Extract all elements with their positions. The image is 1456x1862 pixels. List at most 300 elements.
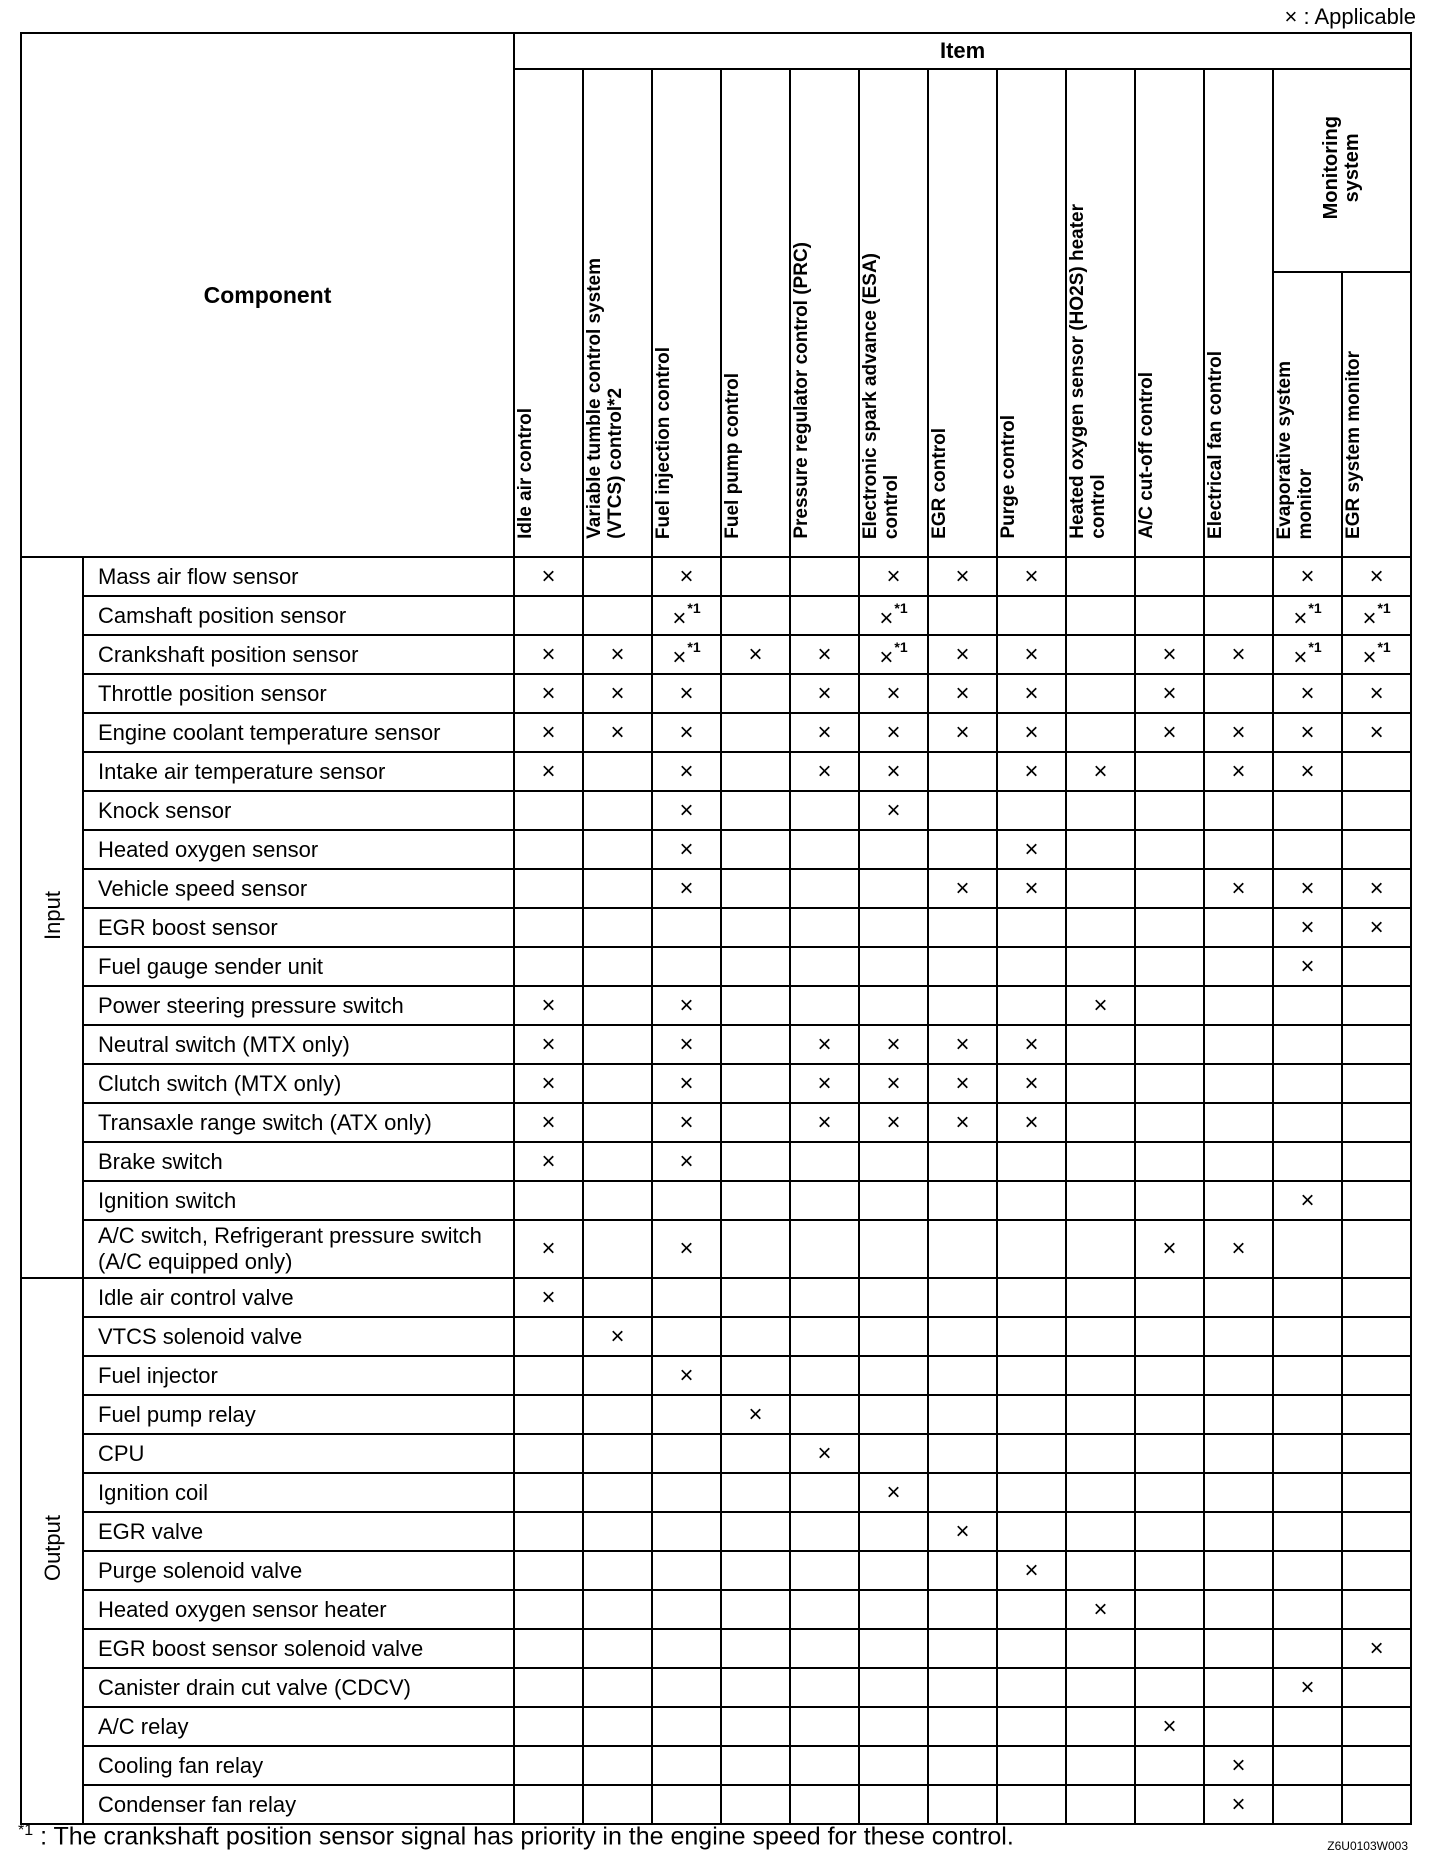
applicable-mark: × xyxy=(652,1064,721,1103)
empty-cell xyxy=(1066,1356,1135,1395)
applicable-mark: × xyxy=(514,1278,583,1317)
empty-cell xyxy=(514,1317,583,1356)
empty-cell xyxy=(583,1025,652,1064)
empty-cell xyxy=(721,1668,790,1707)
applicable-mark: × xyxy=(928,635,997,674)
footnote-ref: *1 xyxy=(1377,600,1391,616)
empty-cell xyxy=(790,1746,859,1785)
empty-cell xyxy=(652,1746,721,1785)
column-header xyxy=(652,69,721,557)
empty-cell xyxy=(859,830,928,869)
empty-cell xyxy=(997,1181,1066,1220)
empty-cell xyxy=(1204,1142,1273,1181)
empty-cell xyxy=(1342,1356,1411,1395)
applicable-mark: × xyxy=(859,1473,928,1512)
empty-cell xyxy=(1135,596,1204,635)
empty-cell xyxy=(1273,1278,1342,1317)
applicable-mark: × xyxy=(1342,908,1411,947)
empty-cell xyxy=(1135,1785,1204,1824)
component-label: Neutral switch (MTX only) xyxy=(83,1025,514,1064)
empty-cell xyxy=(1066,791,1135,830)
empty-cell xyxy=(997,947,1066,986)
empty-cell xyxy=(1273,1025,1342,1064)
component-label: Idle air control valve xyxy=(83,1278,514,1317)
empty-cell xyxy=(1204,1707,1273,1746)
empty-cell xyxy=(1342,1551,1411,1590)
column-header xyxy=(721,69,790,557)
footnote-ref: *1 xyxy=(687,600,701,616)
empty-cell xyxy=(721,1512,790,1551)
empty-cell xyxy=(652,1551,721,1590)
table-row xyxy=(21,1551,1411,1590)
applicable-mark: × xyxy=(928,1512,997,1551)
empty-cell xyxy=(1204,986,1273,1025)
empty-cell xyxy=(790,1220,859,1278)
table-row xyxy=(21,1142,1411,1181)
group-label-text: Input xyxy=(39,890,65,940)
empty-cell xyxy=(1342,1434,1411,1473)
empty-cell xyxy=(997,1395,1066,1434)
applicable-mark: × xyxy=(514,986,583,1025)
empty-cell xyxy=(859,1668,928,1707)
applicable-mark: × xyxy=(1273,557,1342,596)
empty-cell xyxy=(1066,1746,1135,1785)
applicable-mark: × xyxy=(1204,752,1273,791)
applicable-mark: × xyxy=(1342,674,1411,713)
item-header: Item xyxy=(514,33,1411,69)
empty-cell xyxy=(1204,908,1273,947)
empty-cell xyxy=(997,596,1066,635)
table-row xyxy=(21,1064,1411,1103)
empty-cell xyxy=(652,1590,721,1629)
empty-cell xyxy=(1204,1025,1273,1064)
column-header-label: Electronic spark advance (ESA) control xyxy=(860,252,903,539)
empty-cell xyxy=(1066,869,1135,908)
applicable-mark: × xyxy=(1273,752,1342,791)
component-label: Camshaft position sensor xyxy=(83,596,514,635)
table-row xyxy=(21,1395,1411,1434)
empty-cell xyxy=(997,1590,1066,1629)
empty-cell xyxy=(721,1434,790,1473)
empty-cell xyxy=(1342,1668,1411,1707)
component-header: Component xyxy=(21,33,514,557)
column-header-label: Variable tumble control system (VTCS) control*2 xyxy=(584,258,627,539)
empty-cell xyxy=(1066,1785,1135,1824)
component-label: Clutch switch (MTX only) xyxy=(83,1064,514,1103)
table-row xyxy=(21,1629,1411,1668)
empty-cell xyxy=(1204,1064,1273,1103)
empty-cell xyxy=(1273,1590,1342,1629)
empty-cell xyxy=(514,791,583,830)
empty-cell xyxy=(928,1356,997,1395)
empty-cell xyxy=(721,830,790,869)
column-header-label: Electrical fan control xyxy=(1205,351,1227,539)
empty-cell xyxy=(928,1785,997,1824)
empty-cell xyxy=(721,869,790,908)
applicable-mark: × xyxy=(790,1025,859,1064)
empty-cell xyxy=(514,596,583,635)
empty-cell xyxy=(1342,1278,1411,1317)
empty-cell xyxy=(928,986,997,1025)
empty-cell xyxy=(1066,674,1135,713)
empty-cell xyxy=(997,1746,1066,1785)
column-header xyxy=(1204,69,1273,557)
table-row xyxy=(21,1668,1411,1707)
empty-cell xyxy=(721,1025,790,1064)
component-label: EGR boost sensor xyxy=(83,908,514,947)
empty-cell xyxy=(652,1668,721,1707)
empty-cell xyxy=(583,908,652,947)
table-row xyxy=(21,674,1411,713)
empty-cell xyxy=(1204,1512,1273,1551)
empty-cell xyxy=(928,1551,997,1590)
table-row xyxy=(21,1103,1411,1142)
applicable-mark: × xyxy=(997,1025,1066,1064)
applicable-mark: × xyxy=(652,830,721,869)
applicable-mark: × xyxy=(997,557,1066,596)
empty-cell xyxy=(928,1220,997,1278)
empty-cell xyxy=(859,1629,928,1668)
monitoring-system-header xyxy=(1273,69,1411,272)
figure-code: Z6U0103W003 xyxy=(1327,1839,1408,1853)
empty-cell xyxy=(1342,1220,1411,1278)
empty-cell xyxy=(1066,596,1135,635)
component-label: EGR valve xyxy=(83,1512,514,1551)
applicable-mark: × xyxy=(1204,1220,1273,1278)
empty-cell xyxy=(652,1317,721,1356)
empty-cell xyxy=(1066,1395,1135,1434)
empty-cell xyxy=(1135,1473,1204,1512)
empty-cell xyxy=(652,1278,721,1317)
component-label: A/C relay xyxy=(83,1707,514,1746)
applicable-mark: × xyxy=(790,635,859,674)
empty-cell xyxy=(928,1181,997,1220)
applicable-mark: × xyxy=(652,1025,721,1064)
empty-cell xyxy=(790,1395,859,1434)
empty-cell xyxy=(1273,1395,1342,1434)
applicable-mark: × xyxy=(1135,635,1204,674)
component-label: Knock sensor xyxy=(83,791,514,830)
empty-cell xyxy=(1135,947,1204,986)
component-label: EGR boost sensor solenoid valve xyxy=(83,1629,514,1668)
empty-cell xyxy=(1273,1707,1342,1746)
empty-cell xyxy=(583,596,652,635)
empty-cell xyxy=(859,1590,928,1629)
applicable-mark: × xyxy=(1066,986,1135,1025)
applicable-mark: × xyxy=(859,1103,928,1142)
applicable-mark: × xyxy=(652,1103,721,1142)
empty-cell xyxy=(1273,1103,1342,1142)
empty-cell xyxy=(652,1434,721,1473)
empty-cell xyxy=(1066,1551,1135,1590)
empty-cell xyxy=(583,986,652,1025)
applicable-mark: ×$^{*1}$ xyxy=(1273,596,1342,635)
applicable-mark: × xyxy=(928,869,997,908)
empty-cell xyxy=(859,1181,928,1220)
empty-cell xyxy=(1066,1278,1135,1317)
empty-cell xyxy=(1342,1707,1411,1746)
empty-cell xyxy=(514,1434,583,1473)
empty-cell xyxy=(1066,1629,1135,1668)
empty-cell xyxy=(721,1473,790,1512)
empty-cell xyxy=(997,1629,1066,1668)
empty-cell xyxy=(583,1103,652,1142)
empty-cell xyxy=(514,1590,583,1629)
applicable-mark: × xyxy=(1342,713,1411,752)
applicable-mark: × xyxy=(1204,1785,1273,1824)
empty-cell xyxy=(1066,1512,1135,1551)
empty-cell xyxy=(1273,1746,1342,1785)
column-header-label: Fuel pump control xyxy=(722,373,744,539)
table-row xyxy=(21,1746,1411,1785)
applicable-mark: × xyxy=(928,1025,997,1064)
applicable-mark: ×$^{*1}$ xyxy=(1342,596,1411,635)
empty-cell xyxy=(721,1142,790,1181)
empty-cell xyxy=(1066,1025,1135,1064)
applicable-mark: × xyxy=(652,791,721,830)
empty-cell xyxy=(928,791,997,830)
empty-cell xyxy=(652,1181,721,1220)
component-item-matrix xyxy=(20,32,1412,1825)
applicable-mark: × xyxy=(1204,635,1273,674)
empty-cell xyxy=(1066,1142,1135,1181)
empty-cell xyxy=(997,1512,1066,1551)
empty-cell xyxy=(790,596,859,635)
applicable-mark: × xyxy=(652,1142,721,1181)
table-row xyxy=(21,791,1411,830)
applicable-mark: × xyxy=(997,869,1066,908)
empty-cell xyxy=(652,947,721,986)
empty-cell xyxy=(928,1317,997,1356)
component-label: Crankshaft position sensor xyxy=(83,635,514,674)
empty-cell xyxy=(1273,791,1342,830)
empty-cell xyxy=(583,1220,652,1278)
empty-cell xyxy=(1135,1395,1204,1434)
applicable-mark: × xyxy=(1273,1181,1342,1220)
table-row xyxy=(21,1434,1411,1473)
empty-cell xyxy=(583,1181,652,1220)
empty-cell xyxy=(859,1434,928,1473)
empty-cell xyxy=(928,1746,997,1785)
empty-cell xyxy=(652,1785,721,1824)
empty-cell xyxy=(790,1356,859,1395)
empty-cell xyxy=(928,1590,997,1629)
component-label: Power steering pressure switch xyxy=(83,986,514,1025)
table-row xyxy=(21,1590,1411,1629)
empty-cell xyxy=(859,1220,928,1278)
empty-cell xyxy=(1066,557,1135,596)
empty-cell xyxy=(1204,1278,1273,1317)
empty-cell xyxy=(583,1395,652,1434)
applicable-mark: × xyxy=(514,1064,583,1103)
empty-cell xyxy=(721,791,790,830)
empty-cell xyxy=(859,986,928,1025)
applicable-mark: × xyxy=(790,752,859,791)
applicable-mark: × xyxy=(652,986,721,1025)
empty-cell xyxy=(928,752,997,791)
empty-cell xyxy=(997,1785,1066,1824)
empty-cell xyxy=(721,1220,790,1278)
empty-cell xyxy=(514,1473,583,1512)
footnote-text: : The crankshaft position sensor signal has priority in the engine speed for these control. xyxy=(33,1822,1014,1851)
empty-cell xyxy=(928,947,997,986)
applicable-mark: × xyxy=(790,713,859,752)
empty-cell xyxy=(514,1746,583,1785)
empty-cell xyxy=(997,1707,1066,1746)
empty-cell xyxy=(583,1785,652,1824)
empty-cell xyxy=(928,1629,997,1668)
empty-cell xyxy=(583,1142,652,1181)
empty-cell xyxy=(1342,1785,1411,1824)
empty-cell xyxy=(583,1590,652,1629)
empty-cell xyxy=(721,1103,790,1142)
footnote-ref: *1 xyxy=(894,600,908,616)
empty-cell xyxy=(1342,1317,1411,1356)
table-row xyxy=(21,869,1411,908)
empty-cell xyxy=(583,1512,652,1551)
empty-cell xyxy=(1273,1142,1342,1181)
table-row xyxy=(21,947,1411,986)
applicable-mark: ×$^{*1}$ xyxy=(1342,635,1411,674)
empty-cell xyxy=(1135,1142,1204,1181)
applicable-mark: ×$^{*1}$ xyxy=(652,635,721,674)
applicable-mark: × xyxy=(514,1220,583,1278)
empty-cell xyxy=(790,1590,859,1629)
table-row xyxy=(21,596,1411,635)
applicable-mark: × xyxy=(1273,908,1342,947)
applicable-mark: × xyxy=(997,1064,1066,1103)
empty-cell xyxy=(859,1551,928,1590)
applicable-mark: × xyxy=(997,635,1066,674)
applicable-mark: × xyxy=(1204,713,1273,752)
empty-cell xyxy=(1135,557,1204,596)
empty-cell xyxy=(1342,752,1411,791)
column-header-label: Fuel injection control xyxy=(653,346,675,539)
table-row xyxy=(21,1278,1411,1317)
empty-cell xyxy=(721,1746,790,1785)
component-label: Ignition switch xyxy=(83,1181,514,1220)
empty-cell xyxy=(1066,1317,1135,1356)
component-label: Heated oxygen sensor heater xyxy=(83,1590,514,1629)
empty-cell xyxy=(514,1707,583,1746)
empty-cell xyxy=(1135,1551,1204,1590)
column-header xyxy=(1066,69,1135,557)
applicable-mark: × xyxy=(859,1025,928,1064)
empty-cell xyxy=(790,1181,859,1220)
applicable-mark: × xyxy=(721,1395,790,1434)
applicable-mark: × xyxy=(790,1434,859,1473)
empty-cell xyxy=(1135,1746,1204,1785)
applicable-mark: × xyxy=(1342,869,1411,908)
empty-cell xyxy=(583,1064,652,1103)
component-label: Fuel pump relay xyxy=(83,1395,514,1434)
empty-cell xyxy=(514,1512,583,1551)
column-header-label: EGR control xyxy=(929,428,951,539)
empty-cell xyxy=(790,830,859,869)
component-label: Throttle position sensor xyxy=(83,674,514,713)
empty-cell xyxy=(928,1434,997,1473)
empty-cell xyxy=(1204,1356,1273,1395)
empty-cell xyxy=(583,557,652,596)
empty-cell xyxy=(1342,830,1411,869)
empty-cell xyxy=(1135,1181,1204,1220)
empty-cell xyxy=(928,596,997,635)
table-row xyxy=(21,1473,1411,1512)
footnote xyxy=(18,1822,1014,1851)
applicable-mark: × xyxy=(997,674,1066,713)
empty-cell xyxy=(928,1668,997,1707)
empty-cell xyxy=(1135,1629,1204,1668)
applicable-mark: × xyxy=(583,635,652,674)
empty-cell xyxy=(1273,1064,1342,1103)
applicable-mark: × xyxy=(997,752,1066,791)
table-row xyxy=(21,1317,1411,1356)
applicable-mark: × xyxy=(1135,1220,1204,1278)
column-header xyxy=(997,69,1066,557)
empty-cell xyxy=(514,830,583,869)
empty-cell xyxy=(1066,830,1135,869)
empty-cell xyxy=(859,1512,928,1551)
applicable-mark: × xyxy=(652,557,721,596)
empty-cell xyxy=(1273,1512,1342,1551)
applicable-mark: × xyxy=(1273,869,1342,908)
empty-cell xyxy=(514,869,583,908)
group-label-output xyxy=(21,1278,83,1824)
empty-cell xyxy=(1273,830,1342,869)
empty-cell xyxy=(790,557,859,596)
empty-cell xyxy=(1273,1434,1342,1473)
empty-cell xyxy=(997,908,1066,947)
empty-cell xyxy=(1204,947,1273,986)
empty-cell xyxy=(790,1629,859,1668)
applicable-mark: × xyxy=(583,713,652,752)
applicable-mark: × xyxy=(1273,713,1342,752)
empty-cell xyxy=(721,947,790,986)
empty-cell xyxy=(1135,1668,1204,1707)
empty-cell xyxy=(1066,1473,1135,1512)
empty-cell xyxy=(1342,1025,1411,1064)
empty-cell xyxy=(1135,752,1204,791)
empty-cell xyxy=(1204,1434,1273,1473)
empty-cell xyxy=(859,1317,928,1356)
empty-cell xyxy=(514,947,583,986)
group-label-input xyxy=(21,557,83,1278)
applicable-mark: × xyxy=(514,674,583,713)
empty-cell xyxy=(1066,713,1135,752)
empty-cell xyxy=(790,1278,859,1317)
applicable-mark: × xyxy=(997,1103,1066,1142)
applicable-mark: × xyxy=(928,674,997,713)
applicable-mark: × xyxy=(997,713,1066,752)
table-row xyxy=(21,557,1411,596)
empty-cell xyxy=(1342,1395,1411,1434)
applicable-mark: × xyxy=(1273,1668,1342,1707)
empty-cell xyxy=(1204,1590,1273,1629)
table-row xyxy=(21,635,1411,674)
empty-cell xyxy=(1135,791,1204,830)
empty-cell xyxy=(1204,1181,1273,1220)
empty-cell xyxy=(721,908,790,947)
empty-cell xyxy=(997,1434,1066,1473)
empty-cell xyxy=(1273,1629,1342,1668)
empty-cell xyxy=(721,1629,790,1668)
empty-cell xyxy=(721,1064,790,1103)
applicable-mark: × xyxy=(859,557,928,596)
component-label: Canister drain cut valve (CDCV) xyxy=(83,1668,514,1707)
empty-cell xyxy=(1204,1395,1273,1434)
component-label: Heated oxygen sensor xyxy=(83,830,514,869)
empty-cell xyxy=(514,1181,583,1220)
